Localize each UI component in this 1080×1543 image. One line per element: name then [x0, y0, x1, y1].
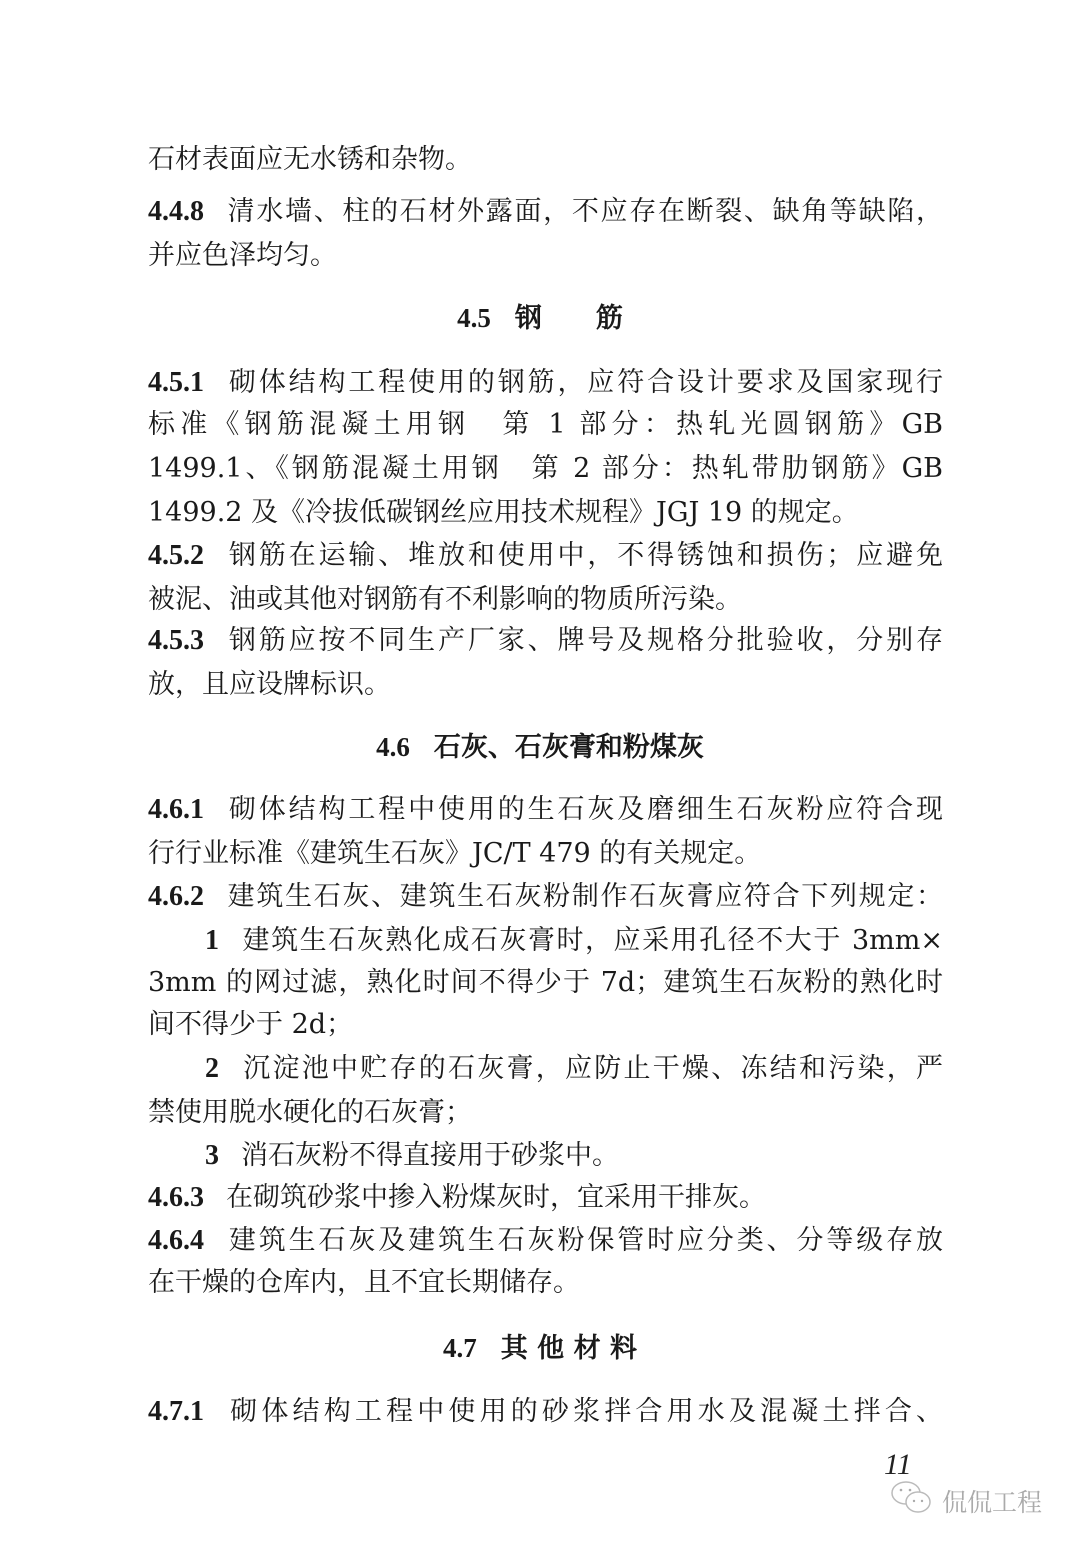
heading-number: 4.5 [457, 303, 491, 333]
line-text: 间不得少于 2d； [148, 1009, 354, 1040]
line-text: 放，且应设牌标识。 [148, 669, 391, 700]
wechat-icon [890, 1478, 934, 1524]
section-heading-4-7 [0, 1326, 1080, 1371]
line-text: 砌体结构工程中使用的砂浆拌合用水及混凝土拌合、 [226, 1396, 943, 1427]
heading-title: 石灰、石灰膏和粉煤灰 [433, 732, 704, 763]
clause-4-6-4 [148, 1219, 943, 1263]
text-line [148, 663, 943, 707]
text-line [148, 1003, 943, 1047]
item-number: 2 [205, 1053, 219, 1084]
line-text: 建筑生石灰、建筑生石灰粉制作石灰膏应符合下列规定： [226, 881, 943, 912]
clause-4-5-1 [148, 361, 943, 405]
line-text: 钢筋应按不同生产厂家、牌号及规格分批验收，分别存 [226, 625, 943, 656]
section-heading-4-6 [0, 725, 1080, 770]
line-text: 钢筋在运输、堆放和使用中，不得锈蚀和损伤；应避免 [226, 540, 943, 571]
line-text: 石材表面应无水锈和杂物。 [148, 144, 472, 175]
watermark [890, 1478, 1042, 1524]
line-text: 沉淀池中贮存的石灰膏，应防止干燥、冻结和污染，严 [241, 1053, 943, 1084]
clause-number: 4.6.1 [148, 794, 204, 825]
heading-number: 4.6 [376, 732, 410, 762]
clause-4-6-1 [148, 788, 943, 832]
line-text: 在砌筑砂浆中掺入粉煤灰时，宜采用干排灰。 [226, 1182, 766, 1213]
text-line [148, 234, 943, 278]
line-text: 建筑生石灰熟化成石灰膏时，应采用孔径不大于 3mm× [241, 925, 943, 956]
text-line [148, 1091, 943, 1135]
clause-number: 4.6.4 [148, 1225, 204, 1256]
line-text: 被泥、油或其他对钢筋有不利影响的物质所污染。 [148, 584, 742, 615]
clause-4-6-3 [148, 1176, 943, 1220]
clause-number: 4.5.2 [148, 540, 204, 571]
line-text: 1499.1、《钢筋混凝土用钢 第 2 部分：热轧带肋钢筋》GB [148, 453, 943, 484]
text-line [148, 578, 943, 622]
line-text: 标准《钢筋混凝土用钢 第 1 部分：热轧光圆钢筋》GB [148, 409, 943, 440]
list-item-2 [205, 1047, 943, 1091]
clause-4-4-8 [148, 190, 943, 234]
line-text: 禁使用脱水硬化的石灰膏； [148, 1097, 472, 1128]
line-text: 砌体结构工程中使用的生石灰及磨细生石灰粉应符合现 [226, 794, 943, 825]
text-line [148, 961, 943, 1005]
text-line [148, 447, 943, 491]
line-text: 并应色泽均匀。 [148, 240, 337, 271]
line-text: 在干燥的仓库内，且不宜长期储存。 [148, 1267, 580, 1298]
clause-4-7-1 [148, 1390, 943, 1434]
clause-number: 4.5.3 [148, 625, 204, 656]
section-heading-4-5 [0, 296, 1080, 341]
watermark-text: 侃侃工程 [942, 1488, 1043, 1517]
clause-number: 4.6.2 [148, 881, 204, 912]
line-text: 3mm 的网过滤，熟化时间不得少于 7d；建筑生石灰粉的熟化时 [148, 967, 943, 998]
line-text: 清水墙、柱的石材外露面，不应存在断裂、缺角等缺陷， [226, 196, 943, 227]
clause-4-5-2 [148, 534, 943, 578]
text-line [148, 138, 943, 182]
text-line [148, 832, 943, 876]
clause-number: 4.6.3 [148, 1182, 204, 1213]
clause-number: 4.7.1 [148, 1396, 204, 1427]
item-number: 1 [205, 925, 219, 956]
line-text: 消石灰粉不得直接用于砂浆中。 [241, 1140, 619, 1171]
clause-number: 4.5.1 [148, 367, 204, 398]
list-item-1 [205, 919, 943, 963]
clause-4-6-2 [148, 875, 943, 919]
list-item-3 [205, 1134, 943, 1178]
text-line [148, 491, 943, 535]
clause-4-5-3 [148, 619, 943, 663]
heading-number: 4.7 [443, 1333, 477, 1363]
text-line [148, 403, 943, 447]
line-text: 砌体结构工程使用的钢筋，应符合设计要求及国家现行 [226, 367, 943, 398]
page-number: 11 [884, 1448, 912, 1481]
line-text: 建筑生石灰及建筑生石灰粉保管时应分类、分等级存放 [226, 1225, 943, 1256]
heading-title: 其 他 材 料 [500, 1333, 637, 1364]
heading-title: 钢 筋 [514, 303, 623, 334]
text-line [148, 1261, 943, 1305]
line-text: 1499.2 及《冷拔低碳钢丝应用技术规程》JGJ 19 的规定。 [148, 497, 859, 528]
line-text: 行行业标准《建筑生石灰》JC/T 479 的有关规定。 [148, 838, 762, 869]
item-number: 3 [205, 1140, 219, 1171]
clause-number: 4.4.8 [148, 196, 204, 227]
